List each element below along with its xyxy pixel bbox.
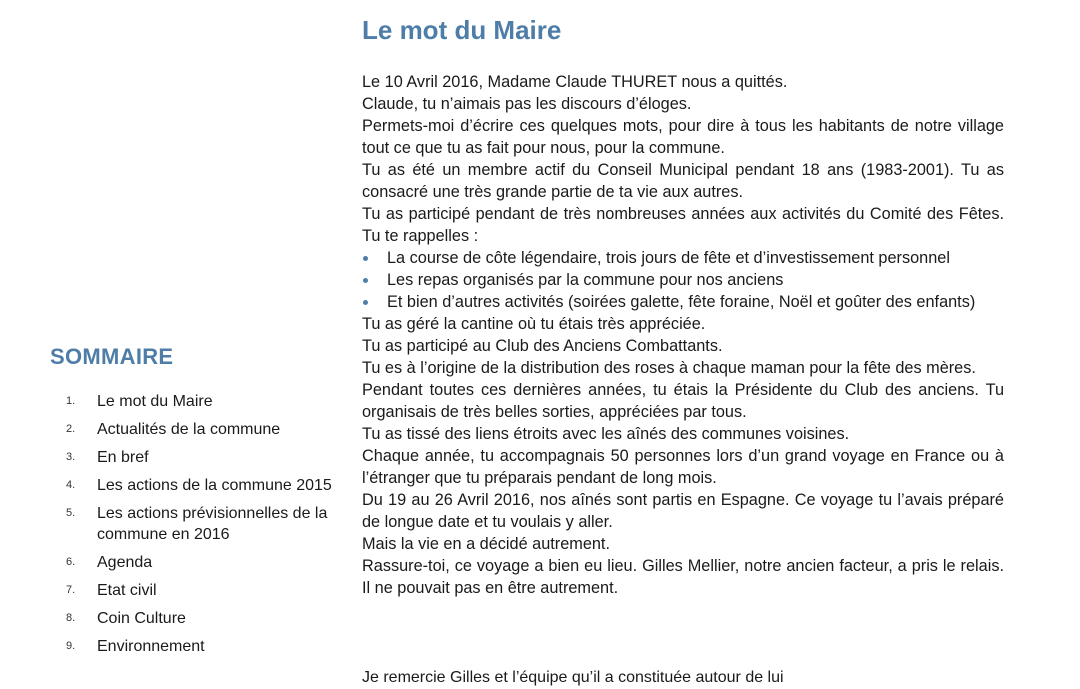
summary-item-label: Agenda [97, 554, 153, 571]
paragraph: Permets-moi d’écrire ces quelques mots, pour dire à tous les habitants de notre village tout ce que tu as fait pour nous, pour la commune. [362, 117, 1004, 157]
summary-item-number: 5. [66, 507, 76, 519]
bullet-text: Et bien d’autres activités (soirées galette, fête foraine, Noël et goûter des enfants) [387, 293, 976, 311]
summary-item[interactable] [66, 580, 336, 601]
summary-item-label: Coin Culture [97, 610, 186, 627]
paragraph: Tu es à l’origine de la distribution des roses à chaque maman pour la fête des mères. [362, 359, 976, 377]
main-article [362, 0, 1007, 686]
bullet-item [362, 247, 1004, 269]
bullet-item [362, 291, 1004, 313]
summary-item-label: Etat civil [97, 582, 157, 599]
bullet-text: La course de côte légendaire, trois jours de fête et d’investissement personnel [387, 249, 950, 267]
summary-item-number: 1. [66, 395, 76, 407]
bullet-dot-icon [363, 256, 368, 261]
sidebar-summary [0, 0, 340, 675]
summary-item[interactable] [66, 447, 336, 468]
paragraph: Le 10 Avril 2016, Madame Claude THURET nous a quittés. [362, 73, 788, 91]
summary-list [66, 391, 336, 664]
paragraph: Chaque année, tu accompagnais 50 personnes lors d’un grand voyage en France ou à l’étranger que tu préparais pendant de long mois. [362, 447, 1004, 487]
summary-item[interactable] [66, 608, 336, 629]
bullet-list [362, 247, 1004, 313]
article-body [362, 71, 1004, 599]
paragraph: Tu as tissé des liens étroits avec les aînés des communes voisines. [362, 425, 850, 443]
summary-item-number: 3. [66, 451, 76, 463]
summary-item-number: 2. [66, 423, 76, 435]
bullet-item [362, 269, 1004, 291]
article-title: Le mot du Maire [362, 15, 562, 45]
bullet-dot-icon [363, 300, 368, 305]
paragraph: Tu as participé au Club des Anciens Combattants. [362, 337, 723, 355]
bullet-dot-icon [363, 278, 368, 283]
truncated-paragraph: Je remercie Gilles et l’équipe qu’il a constituée autour de lui [362, 669, 784, 686]
summary-item[interactable] [66, 503, 336, 545]
summary-item-number: 4. [66, 479, 76, 491]
summary-item-number: 7. [66, 584, 76, 596]
summary-item-number: 6. [66, 556, 76, 568]
paragraph: Du 19 au 26 Avril 2016, nos aînés sont partis en Espagne. Ce voyage tu l’avais préparé de longue date et tu voulais y aller. [362, 491, 1004, 531]
summary-item[interactable] [66, 636, 336, 657]
paragraph: Tu as géré la cantine où tu étais très appréciée. [362, 315, 706, 333]
summary-item-label: Les actions de la commune 2015 [97, 477, 332, 494]
paragraph: Tu as été un membre actif du Conseil Municipal pendant 18 ans (1983-2001). Tu as consacré une très grande partie de ta vie aux autres. [362, 161, 1004, 201]
summary-item-number: 8. [66, 612, 76, 624]
summary-item[interactable] [66, 552, 336, 573]
paragraph: Mais la vie en a décidé autrement. [362, 535, 610, 553]
paragraph: Tu as participé pendant de très nombreuses années aux activités du Comité des Fêtes. Tu te rappelles : [362, 205, 1004, 245]
summary-item-label: En bref [97, 449, 149, 466]
paragraph: Claude, tu n’aimais pas les discours d’éloges. [362, 95, 692, 113]
summary-item[interactable] [66, 475, 336, 496]
bullet-text: Les repas organisés par la commune pour nos anciens [387, 271, 784, 289]
summary-item[interactable] [66, 419, 336, 440]
summary-item-label: Le mot du Maire [97, 393, 213, 410]
summary-item[interactable] [66, 391, 336, 412]
paragraph: Pendant toutes ces dernières années, tu étais la Présidente du Club des anciens. Tu organisais de très belles sorties, appréciées par tous. [362, 381, 1004, 421]
summary-item-number: 9. [66, 640, 76, 652]
paragraph: Rassure-toi, ce voyage a bien eu lieu. Gilles Mellier, notre ancien facteur, a pris le relais. Il ne pouvait pas en être autrement. [362, 557, 1004, 597]
summary-title: SOMMAIRE [50, 344, 174, 369]
summary-item-label: Actualités de la commune [97, 421, 281, 438]
summary-item-label: Les actions prévisionnelles de la commune en 2016 [97, 505, 328, 543]
summary-item-label: Environnement [97, 638, 205, 655]
